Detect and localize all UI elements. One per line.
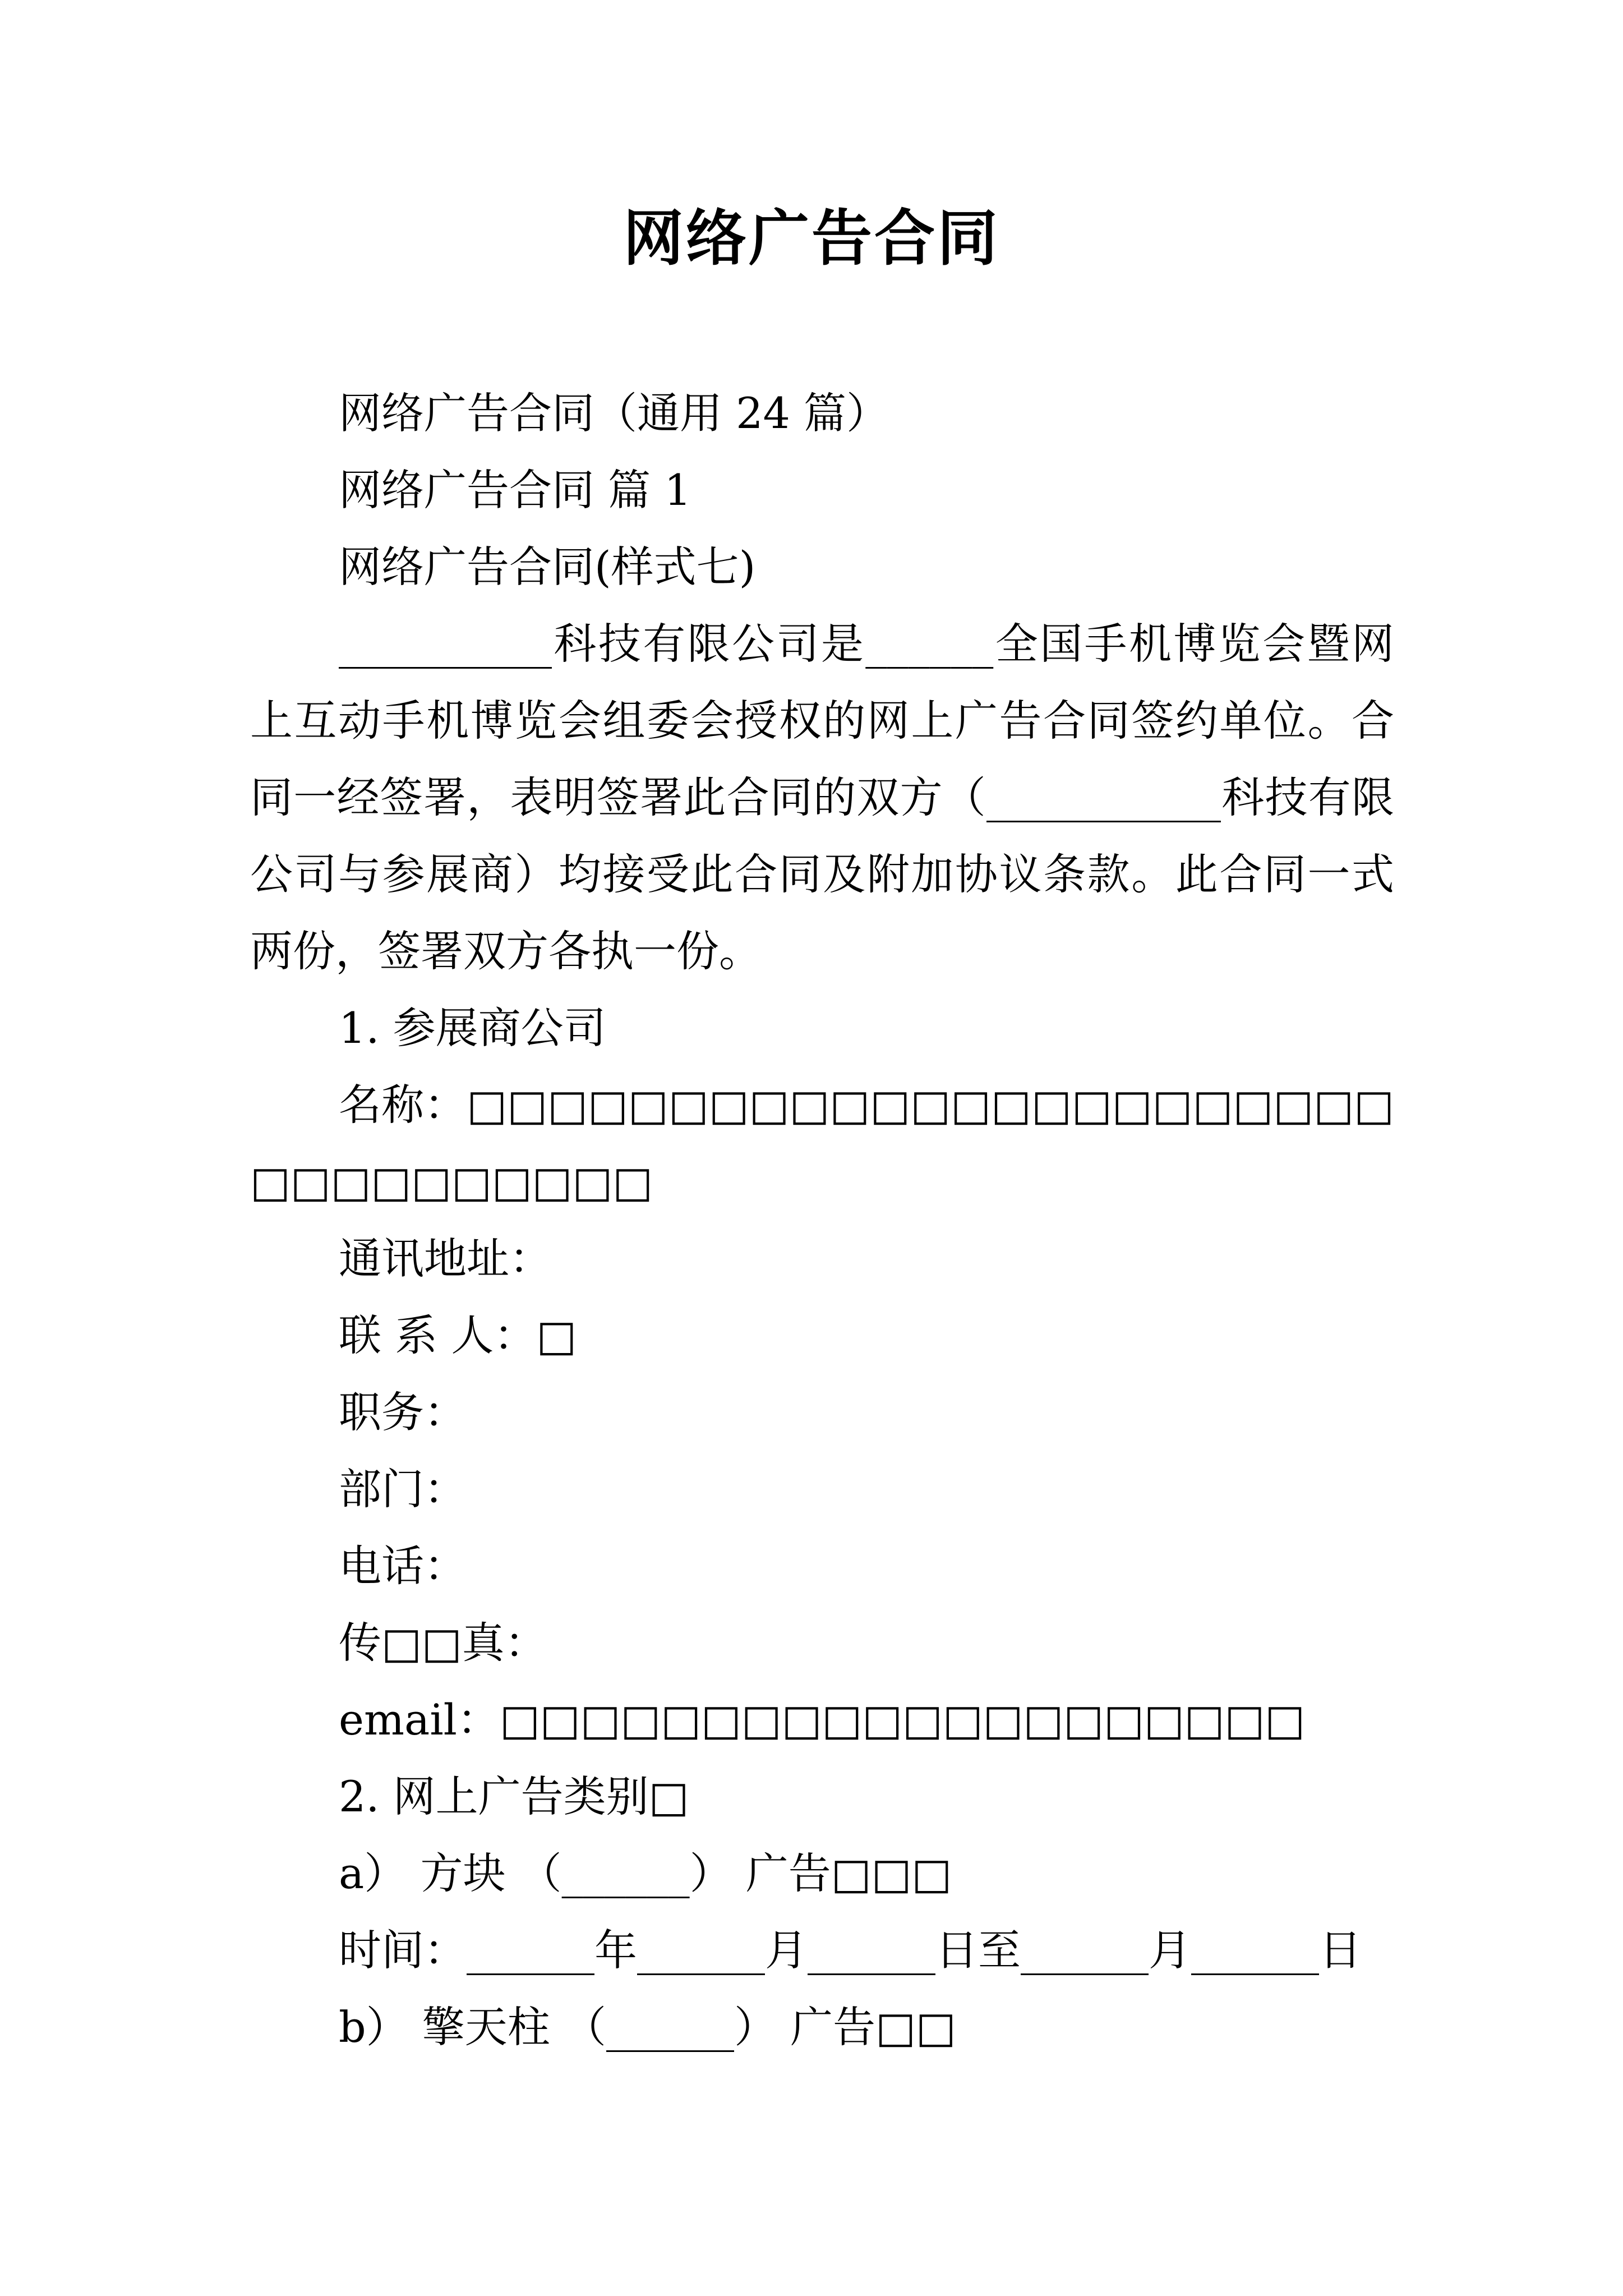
time-range-line: 时间：______年______月______日至______月______日: [339, 1925, 1362, 1975]
phone-field: 电话：: [339, 1541, 467, 1591]
style-line: 网络广告合同(样式七): [339, 542, 756, 592]
subtitle-line: 网络广告合同（通用 24 篇）: [339, 388, 889, 438]
document-body: [250, 375, 1394, 2065]
company-name-field: 名称：□□□□□□□□□□□□□□□□□□□□□□□□□□□□□□□□□: [250, 1080, 1394, 1207]
section-exhibitor-heading: 1. 参展商公司: [339, 1003, 606, 1053]
address-field: 通讯地址：: [339, 1234, 552, 1283]
part-heading: 网络广告合同 篇 1: [339, 465, 691, 515]
position-field: 职务：: [339, 1387, 467, 1437]
document-title: 网络广告合同: [623, 203, 1000, 274]
ad-type-a-line: a） 方块 （______） 广告□□□: [339, 1848, 952, 1898]
fax-field: 传□□真：: [339, 1618, 547, 1668]
section-ad-category-heading: 2. 网上广告类别□: [339, 1772, 689, 1821]
department-field: 部门：: [339, 1464, 467, 1514]
ad-type-b-line: b） 擎天柱 （______） 广告□□: [339, 2002, 956, 2052]
contact-person-field: 联 系 人：□: [339, 1310, 577, 1360]
intro-paragraph: __________科技有限公司是______全国手机博览会暨网上互动手机博览会组委会授权的网上广告合同签约单位。合同一经签署，表明签署此合同的双方（___________科技有限公司与参展商）均接受此合同及附加协议条款。此合同一式两份，签署双方各执一份。: [250, 619, 1394, 976]
email-field: email：□□□□□□□□□□□□□□□□□□□□: [339, 1695, 1306, 1745]
